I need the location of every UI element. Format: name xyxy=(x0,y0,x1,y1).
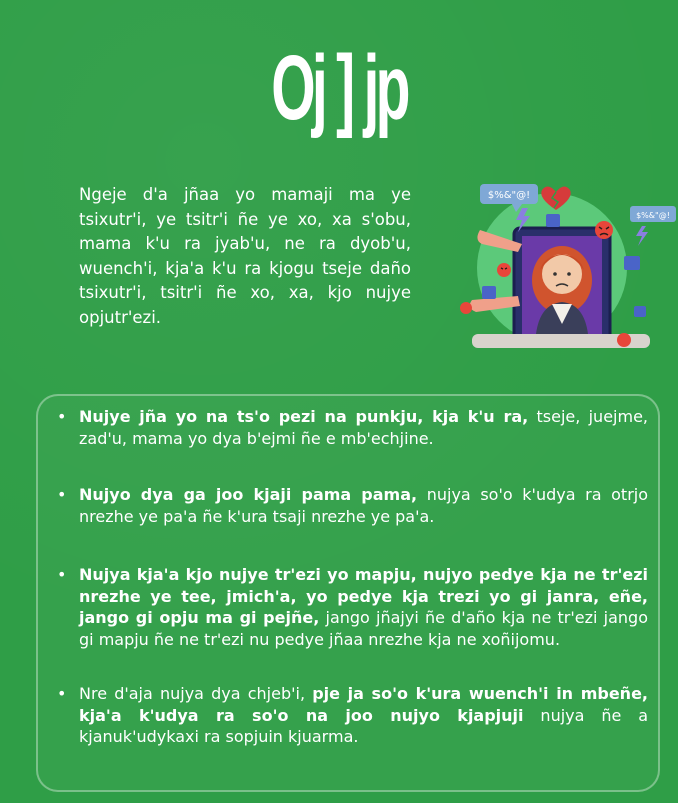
list-item-bold: Nujye jña yo na ts'o pezi na punkju, kja k'u ra, xyxy=(79,407,529,426)
bubble-text: $%&"@! xyxy=(636,211,670,220)
cyberbullying-illustration xyxy=(452,174,678,356)
list-item-text: tseje, juejme, zad'u, mama yo dya b'ejmi ñe e mb'echjine. xyxy=(79,407,649,448)
list-item-text: nujya so'o k'udya ra otrjo nrezhe ye pa'a ñe k'ura tsaji nrezhe ye pa'a. xyxy=(79,485,648,526)
list-item xyxy=(56,564,648,650)
lightning-icon xyxy=(636,226,648,246)
page-title: Oj ] jp xyxy=(271,37,407,139)
angry-face-icon xyxy=(595,221,613,239)
dislike-icon xyxy=(482,286,496,299)
list-item-bold: pje ja so'o k'ura wuench'i in mbeñe, kja'a k'udya ra so'o na joo nujyo kjapjuji xyxy=(79,684,649,725)
list-item xyxy=(56,484,648,527)
list-item xyxy=(56,683,648,748)
angry-face-icon xyxy=(497,263,511,277)
list-item-bold: Nujyo dya ga joo kjaji pama pama, xyxy=(79,485,418,504)
bubble-text: $%&"@! xyxy=(487,190,531,201)
dislike-icon xyxy=(634,306,646,317)
angry-face-icon xyxy=(460,302,472,314)
list-item-text: jango jñajyi ñe d'año kja ne tr'ezi jango gi mapju ñe ne tr'ezi nu pedye jñaa nrezhe kja ne xoñijomu. xyxy=(79,608,648,649)
list-item-text: nujya ñe a kjanuk'udykaxi ra sopjuin kjuarma. xyxy=(79,705,649,746)
dislike-icon xyxy=(624,256,640,270)
bubble-curse-right xyxy=(630,206,676,222)
dislike-icon xyxy=(546,214,560,227)
list-item-bold: Nujya kja'a kjo nujye tr'ezi yo mapju, nujyo pedye kja ne tr'ezi nrezhe ye tee, jmich'a, yo pedye kja trezi yo gi janra, eñe, jango gi opju ma gi pejñe, xyxy=(79,565,648,627)
list-item-pre: Nre d'aja nujya dya chjeb'i, xyxy=(79,684,313,703)
intro-paragraph: Ngeje d'a jñaa yo mamaji ma ye tsixutr'i, ye tsitr'i ñe ye xo, xa s'obu, mama k'u ra jyab'u, ne ra dyob'u, wuench'i, kja'a k'u ra kjogu tseje daño tsixutr'i, tsitr'i ñe xo, xa, kjo nujye opjutr'ezi. xyxy=(79,185,411,327)
tips-list xyxy=(56,406,648,748)
angry-face-icon xyxy=(617,333,631,347)
list-item xyxy=(56,406,648,449)
